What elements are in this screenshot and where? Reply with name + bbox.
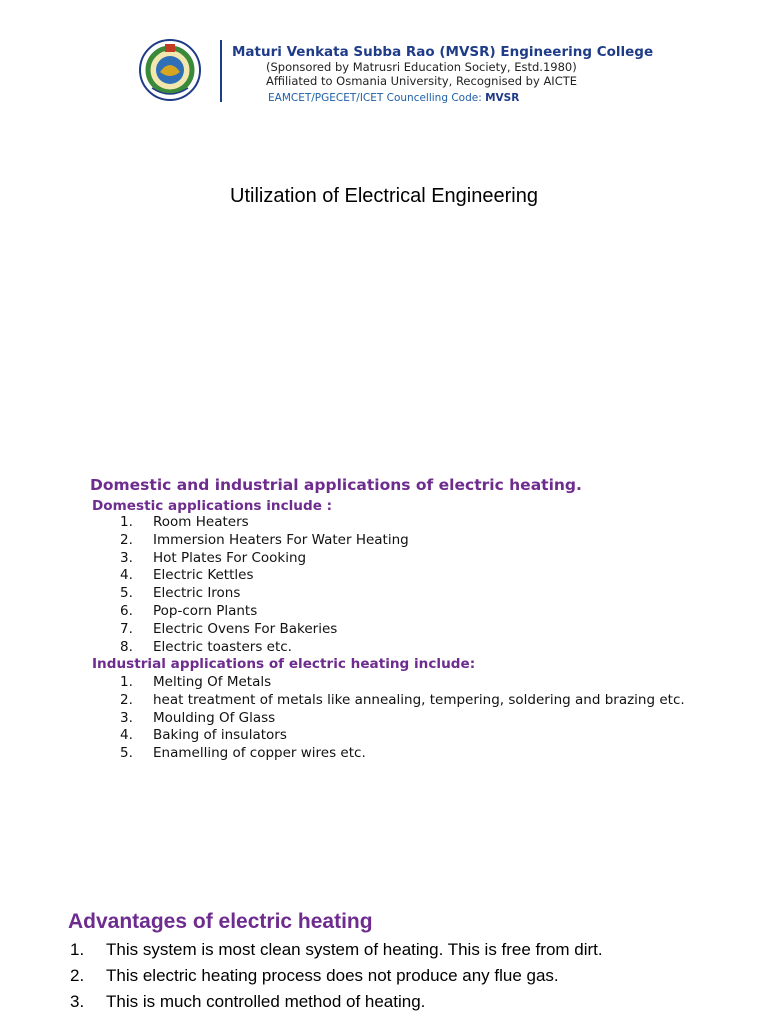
list-item-text: Room Heaters: [153, 514, 249, 530]
list-item: [68, 940, 708, 960]
counselling-code-label: EAMCET/PGECET/ICET Councelling Code:: [268, 92, 482, 104]
list-item: [92, 621, 720, 639]
advantages-list: [68, 940, 708, 1018]
list-item-number: 1.: [70, 940, 85, 959]
list-item-text: Moulding Of Glass: [153, 709, 276, 726]
list-item: [92, 567, 720, 585]
list-item: [92, 639, 720, 657]
list-item: [92, 710, 720, 728]
list-item-number: 3.: [120, 549, 133, 566]
list-item: [92, 585, 720, 603]
list-item-number: 5.: [120, 585, 133, 602]
document-title: Utilization of Electrical Engineering: [230, 185, 538, 207]
list-item-number: 8.: [120, 638, 133, 655]
list-item-text: This is much controlled method of heating.: [106, 992, 426, 1011]
list-item-text: Melting Of Metals: [153, 674, 272, 690]
list-item-text: Enamelling of copper wires etc.: [153, 745, 366, 762]
list-item: [92, 727, 720, 745]
list-item: [92, 745, 720, 763]
list-item: [92, 550, 720, 568]
list-item-number: 2.: [120, 691, 133, 708]
list-item: [92, 674, 720, 692]
list-item-number: 6.: [120, 602, 133, 619]
list-item-number: 4.: [120, 727, 133, 744]
college-sponsor: (Sponsored by Matrusri Education Society, Estd.1980): [266, 60, 577, 74]
counselling-code: [268, 90, 652, 106]
list-item-text: This system is most clean system of heating. This is free from dirt.: [106, 940, 603, 959]
list-item-number: 3.: [120, 709, 133, 726]
list-item-text: heat treatment of metals like annealing, tempering, soldering and brazing etc.: [153, 691, 685, 708]
heating-applications-slide: [68, 470, 720, 788]
list-item-text: Electric Ovens For Bakeries: [153, 620, 338, 637]
advantages-title: Advantages of electric heating: [68, 910, 373, 933]
domestic-heading: Domestic applications include :: [92, 498, 333, 514]
industrial-heading: Industrial applications of electric heating include:: [92, 656, 476, 672]
list-item: [68, 966, 708, 986]
counselling-code-value: MVSR: [485, 92, 520, 104]
list-item-text: Electric Kettles: [153, 567, 254, 584]
list-item-number: 2.: [70, 966, 85, 985]
college-affiliation: Affiliated to Osmania University, Recognised by AICTE: [266, 74, 578, 88]
list-item-text: This electric heating process does not produce any flue gas.: [106, 966, 559, 985]
list-item-text: Hot Plates For Cooking: [153, 549, 307, 566]
header-text-block: [232, 44, 652, 106]
list-item-number: 3.: [70, 992, 85, 1011]
list-item: [92, 603, 720, 621]
list-item-number: 1.: [120, 674, 133, 690]
list-item-text: Baking of insulators: [153, 727, 287, 744]
list-item-number: 5.: [120, 745, 133, 762]
college-logo: [132, 38, 216, 102]
slide-title: Domestic and industrial applications of electric heating.: [90, 476, 582, 494]
list-item-text: Electric Irons: [153, 585, 241, 602]
college-name: Maturi Venkata Subba Rao (MVSR) Engineering College: [232, 44, 654, 60]
list-item: [92, 692, 720, 710]
list-item-number: 2.: [120, 531, 133, 548]
college-header: [132, 38, 652, 104]
list-item-number: 1.: [120, 514, 133, 530]
list-item-text: Electric toasters etc.: [153, 638, 292, 655]
header-divider: [220, 40, 222, 102]
list-item: [68, 992, 708, 1012]
list-item-text: Pop-corn Plants: [153, 602, 258, 619]
list-item-number: 7.: [120, 620, 133, 637]
industrial-applications-list: [92, 674, 720, 763]
list-item: [92, 532, 720, 550]
list-item-number: 4.: [120, 567, 133, 584]
list-item-text: Immersion Heaters For Water Heating: [153, 531, 409, 548]
domestic-applications-list: [92, 514, 720, 656]
list-item: [92, 514, 720, 532]
